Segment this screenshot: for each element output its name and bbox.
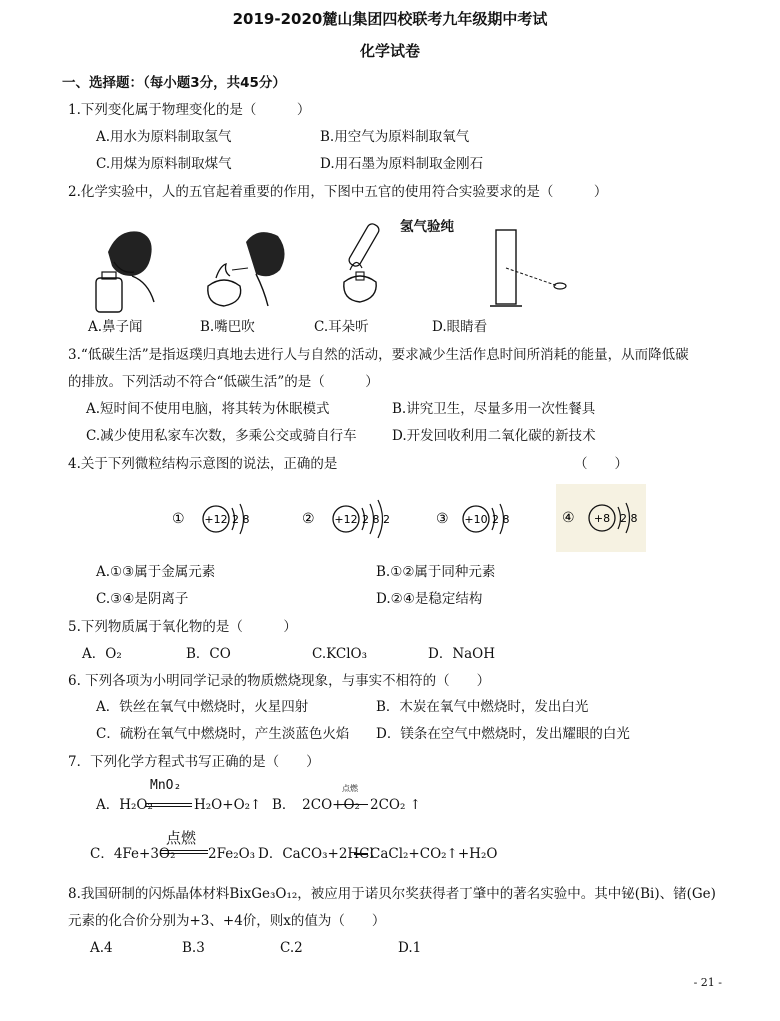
smelling-illustration <box>88 222 168 314</box>
q6-option-a: A．铁丝在氧气中燃烧时，火星四射 <box>96 699 309 715</box>
q7-a-rhs: H₂O+O₂↑ <box>194 797 262 813</box>
q7-b-lhs: B． 2CO+O₂ <box>272 797 360 813</box>
q3-option-a: A.短时间不使用电脑，将其转为休眠模式 <box>86 401 330 417</box>
q7-stem: 7．下列化学方程式书写正确的是（ ） <box>68 754 320 770</box>
q8-option-d: D.1 <box>398 940 422 956</box>
q4-option-b: B.①②属于同种元素 <box>376 564 496 580</box>
q8-option-a: A.4 <box>90 940 113 956</box>
q6-option-b: B．木炭在氧气中燃烧时，发出白光 <box>376 699 589 715</box>
q4-option-a: A.①③属于金属元素 <box>96 564 216 580</box>
hydrogen-purity-illustration <box>330 218 410 310</box>
q4-answer-paren: （ ） <box>574 456 628 472</box>
hydrogen-purity-label: 氢气验纯 <box>400 219 454 235</box>
particle-1-number: ① <box>172 511 185 527</box>
q5-option-d: D．NaOH <box>428 646 496 662</box>
q3-option-d: D.开发回收利用二氧化碳的新技术 <box>392 428 596 444</box>
q1-option-a: A.用水为原料制取氢气 <box>96 129 232 145</box>
q3-stem-line2: 的排放。下列活动不符合“低碳生活”的是（ ） <box>68 374 379 390</box>
q7-a-equals-line <box>146 803 192 807</box>
q7-a-lhs: A．H₂O₂ <box>96 797 153 813</box>
q7-b-condition: 点燃 <box>342 784 358 793</box>
reading-cylinder-illustration <box>488 228 578 312</box>
q2-option-b: B.嘴巴吹 <box>200 319 255 335</box>
section-heading: 一、选择题：（每小题3分，共45分） <box>62 75 286 91</box>
q7-c-rhs: 2Fe₂O₃ <box>208 846 256 862</box>
particle-4-number: ④ <box>562 510 575 526</box>
q7-b-rhs: 2CO₂ ↑ <box>370 797 422 813</box>
q7-c-lhs: C．4Fe+3O₂ <box>90 846 176 862</box>
particle-2-electrons: 2 8 2 <box>362 513 390 526</box>
q1-stem: 1.下列变化属于物理变化的是（ ） <box>68 102 311 118</box>
page-number: - 21 - <box>693 976 722 989</box>
q3-stem-line1: 3.“低碳生活”是指返璞归真地去进行人与自然的活动，要求减少生活作息时间所消耗的能量，从而降低碳 <box>68 347 689 363</box>
q5-option-c: C.KClO₃ <box>312 646 367 662</box>
q7-d-rhs: CaCl₂+CO₂↑+H₂O <box>370 846 498 862</box>
q8-option-c: C.2 <box>280 940 303 956</box>
particle-1-nucleus: +12 <box>204 513 228 526</box>
q6-option-d: D．镁条在空气中燃烧时，发出耀眼的白光 <box>376 726 630 742</box>
q1-option-b: B.用空气为原料制取氧气 <box>320 129 470 145</box>
q7-d-equals-line <box>354 853 368 855</box>
q7-c-equals-line <box>160 850 208 854</box>
q7-b-equals-line <box>338 804 368 805</box>
particle-diagram-2 <box>300 488 400 550</box>
q8-stem-line1: 8.我国研制的闪烁晶体材料BixGe₃O₁₂，被应用于诺贝尔奖获得者丁肇中的著名实验中。其中铋(Bi)、锗(Ge) <box>68 886 716 902</box>
q1-option-d: D.用石墨为原料制取金刚石 <box>320 156 484 172</box>
q7-a-condition: MnO₂ <box>150 778 182 793</box>
exam-subtitle: 化学试卷 <box>359 42 420 60</box>
q4-stem: 4.关于下列微粒结构示意图的说法，正确的是 <box>68 456 338 472</box>
particle-2-number: ② <box>302 511 315 527</box>
q3-option-c: C.减少使用私家车次数，多乘公交或骑自行车 <box>86 428 357 444</box>
q4-option-d: D.②④是稳定结构 <box>376 591 483 607</box>
particle-3-electrons: 2 8 <box>492 513 510 526</box>
particle-3-nucleus: +10 <box>464 513 488 526</box>
q5-option-a: A．O₂ <box>82 646 122 662</box>
particle-4-electrons: 2 8 <box>620 512 638 525</box>
q5-option-b: B．CO <box>186 646 231 662</box>
particle-diagram-4 <box>556 484 646 552</box>
q5-stem: 5.下列物质属于氧化物的是（ ） <box>68 619 297 635</box>
q8-option-b: B.3 <box>182 940 205 956</box>
q2-option-d: D.眼睛看 <box>432 319 488 335</box>
q8-stem-line2: 元素的化合价分别为+3、+4价，则x的值为（ ） <box>68 913 386 929</box>
particle-4-nucleus: +8 <box>593 512 611 525</box>
q7-c-condition: 点燃 <box>166 829 197 847</box>
q2-stem: 2.化学实验中，人的五官起着重要的作用，下图中五官的使用符合实验要求的是（ ） <box>68 184 608 200</box>
q6-stem: 6. 下列各项为小明同学记录的物质燃烧现象，与事实不相符的（ ） <box>68 673 491 689</box>
q2-option-c: C.耳朵听 <box>314 319 369 335</box>
q1-option-c: C.用煤为原料制取煤气 <box>96 156 232 172</box>
particle-3-number: ③ <box>436 511 449 527</box>
particle-diagram-3 <box>434 488 514 550</box>
q6-option-c: C．硫粉在氧气中燃烧时，产生淡蓝色火焰 <box>96 726 350 742</box>
q4-option-c: C.③④是阴离子 <box>96 591 189 607</box>
particle-1-electrons: 2 8 <box>232 513 250 526</box>
q2-option-a: A.鼻子闻 <box>88 319 143 335</box>
particle-2-nucleus: +12 <box>334 513 358 526</box>
q3-option-b: B.讲究卫生，尽量多用一次性餐具 <box>392 401 596 417</box>
q7-d-lhs: D．CaCO₃+2HCl <box>258 846 374 862</box>
particle-diagram-1 <box>170 488 250 550</box>
blowing-illustration <box>198 224 290 314</box>
exam-title: 2019-2020麓山集团四校联考九年级期中考试 <box>232 10 548 28</box>
